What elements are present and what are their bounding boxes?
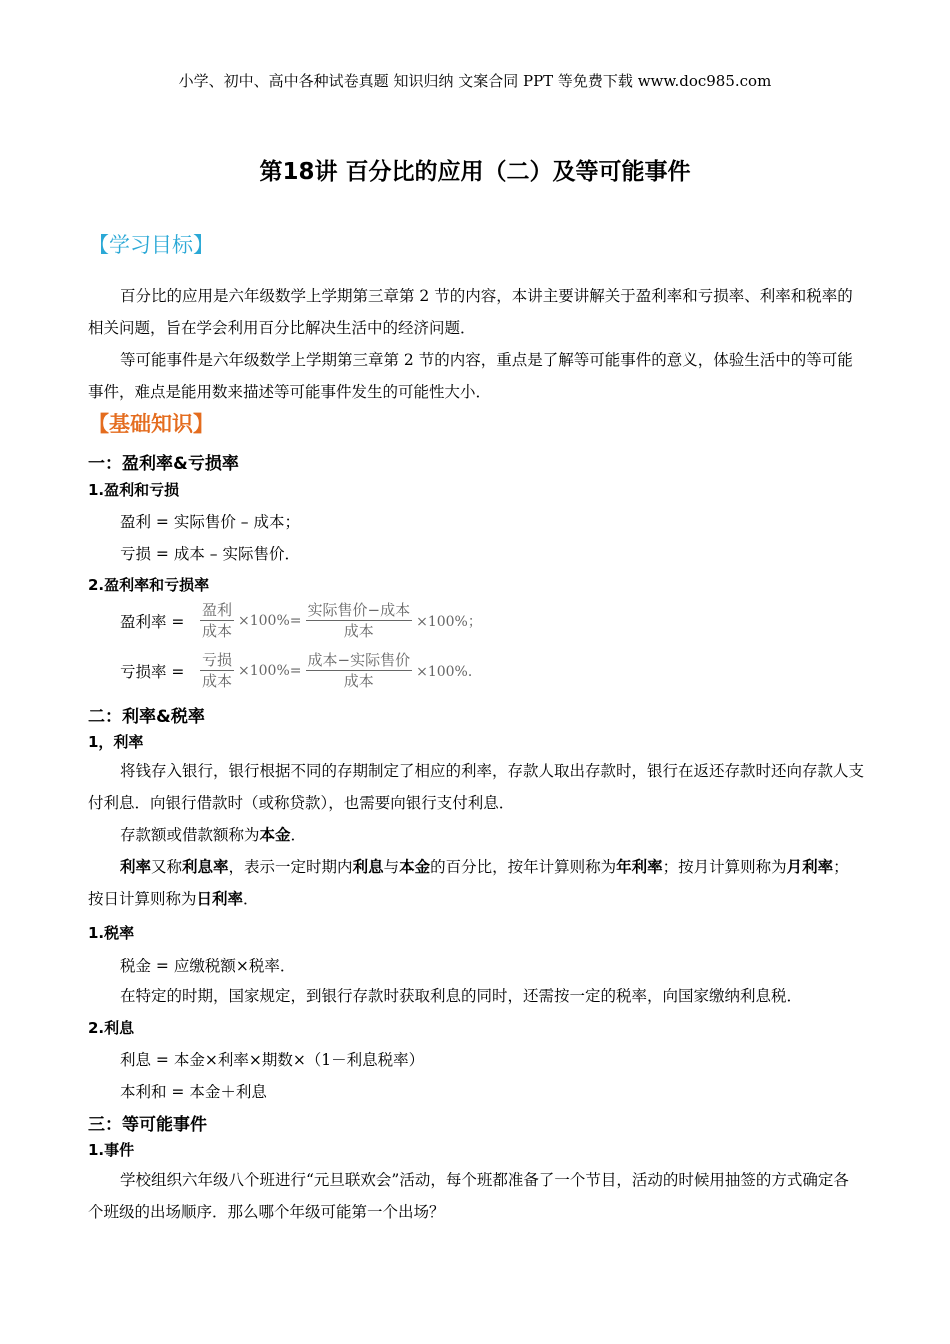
loss-rate-formula — [120, 650, 484, 691]
page-header: 小学、初中、高中各种试卷真题 知识归纳 文案合同 PPT 等免费下载 www.doc985.com — [178, 72, 772, 90]
operator: ×100%= — [238, 662, 302, 679]
fraction — [200, 650, 234, 691]
numerator: 实际售价−成本 — [307, 601, 411, 619]
numerator: 盈利 — [202, 601, 233, 619]
fraction — [200, 600, 234, 641]
event-description: 学校组织六年级八个班进行“元旦联欢会”活动，每个班都准备了一个节目，活动的时候用抽签的方式确定各个班级的出场顺序．那么哪个年级可能第一个出场？ — [88, 1171, 849, 1221]
numerator: 亏损 — [202, 651, 233, 669]
tax-formula: 税金 = 应缴税额×税率． — [120, 957, 296, 975]
page-title: 第18讲 百分比的应用（二）及等可能事件 — [259, 159, 691, 185]
formula-label: 盈利率 = — [120, 612, 185, 631]
subheading-tax-rate: 1.税率 — [88, 924, 135, 942]
fraction — [306, 650, 413, 691]
fraction — [306, 600, 413, 641]
subheading-interest: 2.利息 — [88, 1019, 135, 1037]
operator: ×100%= — [238, 612, 302, 629]
formula-label: 亏损率 = — [120, 662, 185, 681]
section-learning-goals: 【学习目标】 — [88, 233, 214, 257]
subheading-event: 1.事件 — [88, 1141, 135, 1159]
loss-formula: 亏损 = 成本 – 实际售价． — [120, 545, 300, 563]
part-1-heading: 一：盈利率&亏损率 — [88, 454, 239, 474]
part-2-heading: 二：利率&税率 — [88, 707, 205, 727]
tax-description: 在特定的时期，国家规定，到银行存款时获取利息的同时，还需按一定的税率，向国家缴纳利息税． — [120, 987, 803, 1005]
operator: ×100%； — [416, 613, 482, 630]
denominator: 成本 — [343, 622, 374, 640]
section-basic-knowledge: 【基础知识】 — [88, 412, 214, 436]
goal-paragraph-2: 等可能事件是六年级数学上学期第三章第 2 节的内容，重点是了解等可能事件的意义，体验生活中的等可能事件，难点是能用数来描述等可能事件发生的可能性大小． — [88, 351, 853, 401]
subheading-profit-loss: 1.盈利和亏损 — [88, 481, 180, 499]
interest-formula: 利息 = 本金×利率×期数×（1－利息税率） — [120, 1051, 425, 1069]
operator: ×100%． — [416, 663, 482, 680]
principal-definition: 存款额或借款额称为本金． — [120, 825, 307, 844]
goal-paragraph-1: 百分比的应用是六年级数学上学期第三章第 2 节的内容，本讲主要讲解关于盈利率和亏损率、利率和税率的相关问题，旨在学会利用百分比解决生活中的经济问题． — [88, 287, 853, 337]
subheading-interest-rate: 1，利率 — [88, 733, 144, 751]
numerator: 成本−实际售价 — [307, 651, 411, 669]
denominator: 成本 — [202, 672, 233, 690]
part-3-heading: 三：等可能事件 — [88, 1115, 207, 1135]
total-formula: 本利和 = 本金＋利息 — [120, 1083, 267, 1101]
denominator: 成本 — [202, 622, 233, 640]
profit-formula: 盈利 = 实际售价 – 成本； — [120, 513, 300, 531]
subheading-profit-loss-rate: 2.盈利率和亏损率 — [88, 576, 210, 594]
profit-rate-formula — [120, 600, 484, 641]
denominator: 成本 — [343, 672, 374, 690]
interest-paragraph: 将钱存入银行，银行根据不同的存期制定了相应的利率，存款人取出存款时，银行在返还存款时还向存款人支付利息．向银行借款时（或称贷款），也需要向银行支付利息． — [88, 762, 865, 812]
rate-definition: 利率又称利息率，表示一定时期内利息与本金的百分比，按年计算则称为年利率；按月计算则称为月利率；按日计算则称为日利率． — [88, 857, 849, 908]
